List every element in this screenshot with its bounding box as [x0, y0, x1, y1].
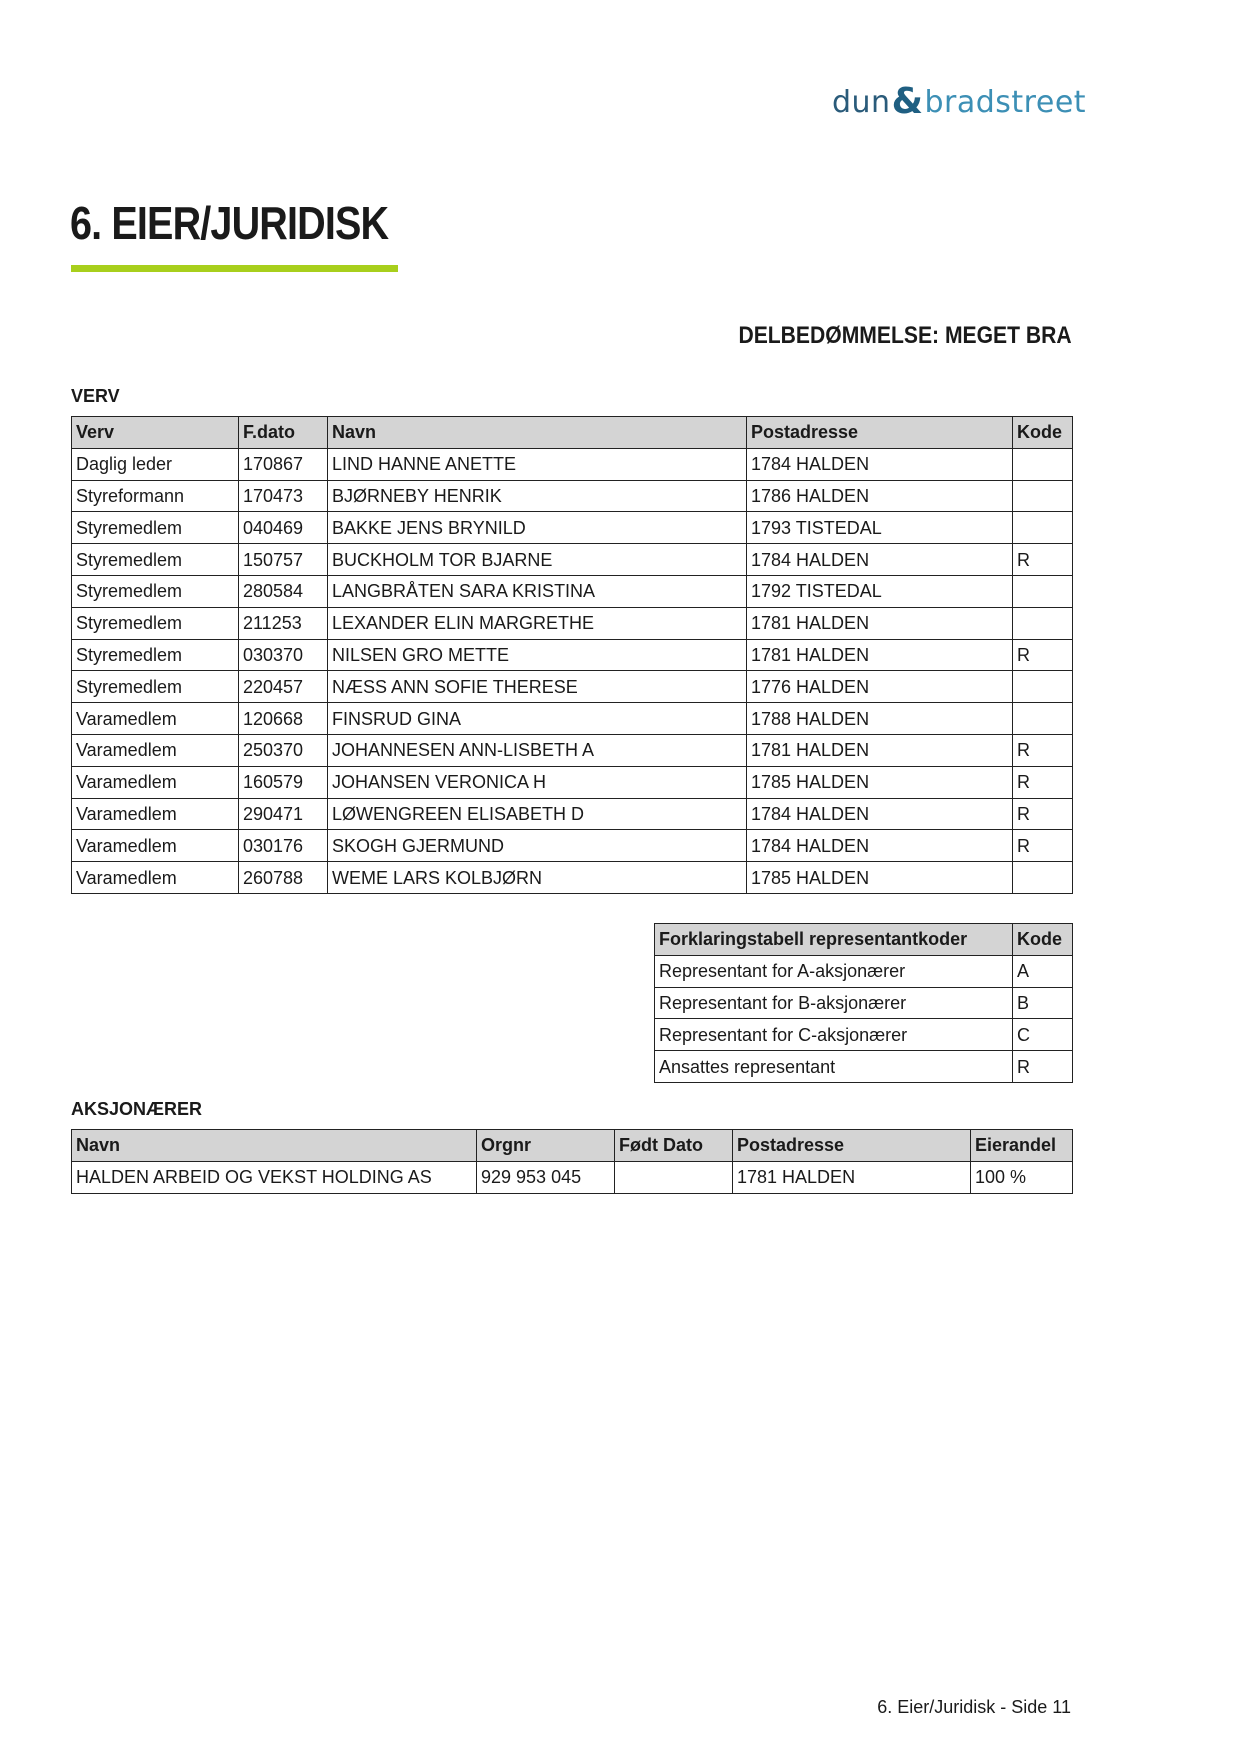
cell-verv: Styremedlem [72, 575, 239, 607]
cell-kode: R [1013, 1051, 1073, 1083]
table-row [72, 734, 1073, 766]
cell-fdato: 030370 [239, 639, 328, 671]
table-row [72, 1161, 1073, 1193]
cell-postadresse: 1784 HALDEN [747, 798, 1013, 830]
cell-verv: Styreformann [72, 480, 239, 512]
cell-fodt-dato [615, 1161, 733, 1193]
aksjonaerer-col-navn: Navn [72, 1130, 477, 1162]
cell-navn: BAKKE JENS BRYNILD [328, 512, 747, 544]
table-row [72, 671, 1073, 703]
cell-fdato: 120668 [239, 703, 328, 735]
cell-fdato: 170473 [239, 480, 328, 512]
cell-navn: WEME LARS KOLBJØRN [328, 862, 747, 894]
cell-fdato: 150757 [239, 544, 328, 576]
cell-navn: LEXANDER ELIN MARGRETHE [328, 607, 747, 639]
title-underline-bar [71, 265, 398, 272]
rating-heading: DELBEDØMMELSE: MEGET BRA [738, 322, 1072, 349]
cell-description: Representant for A-aksjonærer [655, 955, 1013, 987]
cell-verv: Styremedlem [72, 544, 239, 576]
cell-navn: JOHANSEN VERONICA H [328, 766, 747, 798]
cell-navn: LANGBRÅTEN SARA KRISTINA [328, 575, 747, 607]
verv-header-row [72, 417, 1073, 449]
table-row [72, 575, 1073, 607]
logo-ampersand: & [891, 80, 924, 122]
cell-fdato: 280584 [239, 575, 328, 607]
table-row [72, 798, 1073, 830]
cell-verv: Varamedlem [72, 766, 239, 798]
cell-verv: Styremedlem [72, 671, 239, 703]
verv-col-navn: Navn [328, 417, 747, 449]
cell-navn: LIND HANNE ANETTE [328, 448, 747, 480]
table-row [655, 955, 1073, 987]
cell-navn: HALDEN ARBEID OG VEKST HOLDING AS [72, 1161, 477, 1193]
cell-postadresse: 1781 HALDEN [747, 607, 1013, 639]
aksjonaerer-col-fodt-dato: Født Dato [615, 1130, 733, 1162]
cell-navn: NÆSS ANN SOFIE THERESE [328, 671, 747, 703]
cell-postadresse: 1781 HALDEN [747, 734, 1013, 766]
representative-codes-legend-table [654, 923, 1073, 1083]
cell-verv: Varamedlem [72, 862, 239, 894]
table-row [72, 862, 1073, 894]
cell-navn: LØWENGREEN ELISABETH D [328, 798, 747, 830]
cell-kode [1013, 607, 1073, 639]
aksjonaerer-col-eierandel: Eierandel [971, 1130, 1073, 1162]
cell-navn: FINSRUD GINA [328, 703, 747, 735]
aksjonaerer-section-label: AKSJONÆRER [71, 1099, 203, 1119]
page-title: 6. EIER/JURIDISK [70, 197, 389, 249]
cell-navn: SKOGH GJERMUND [328, 830, 747, 862]
cell-postadresse: 1784 HALDEN [747, 448, 1013, 480]
cell-verv: Varamedlem [72, 798, 239, 830]
table-row [72, 639, 1073, 671]
cell-fdato: 211253 [239, 607, 328, 639]
legend-col-kode: Kode [1013, 924, 1073, 956]
cell-navn: BJØRNEBY HENRIK [328, 480, 747, 512]
aksjonaerer-col-orgnr: Orgnr [477, 1130, 615, 1162]
table-row [655, 987, 1073, 1019]
cell-kode [1013, 703, 1073, 735]
cell-verv: Styremedlem [72, 512, 239, 544]
cell-fdato: 250370 [239, 734, 328, 766]
cell-kode: R [1013, 544, 1073, 576]
cell-kode: R [1013, 734, 1073, 766]
cell-fdato: 160579 [239, 766, 328, 798]
table-row [72, 830, 1073, 862]
aksjonaerer-table [71, 1129, 1073, 1194]
cell-fdato: 040469 [239, 512, 328, 544]
cell-postadresse: 1785 HALDEN [747, 766, 1013, 798]
cell-kode: R [1013, 766, 1073, 798]
cell-verv: Styremedlem [72, 639, 239, 671]
cell-postadresse: 1784 HALDEN [747, 830, 1013, 862]
table-row [72, 607, 1073, 639]
table-row [72, 703, 1073, 735]
legend-col-description: Forklaringstabell representantkoder [655, 924, 1013, 956]
cell-kode: R [1013, 639, 1073, 671]
cell-navn: NILSEN GRO METTE [328, 639, 747, 671]
cell-kode: C [1013, 1019, 1073, 1051]
cell-description: Ansattes representant [655, 1051, 1013, 1083]
cell-postadresse: 1793 TISTEDAL [747, 512, 1013, 544]
verv-col-verv: Verv [72, 417, 239, 449]
cell-verv: Varamedlem [72, 830, 239, 862]
cell-kode: R [1013, 798, 1073, 830]
table-row [72, 448, 1073, 480]
cell-postadresse: 1788 HALDEN [747, 703, 1013, 735]
legend-header-row [655, 924, 1073, 956]
cell-navn: BUCKHOLM TOR BJARNE [328, 544, 747, 576]
cell-eierandel: 100 % [971, 1161, 1073, 1193]
cell-kode [1013, 448, 1073, 480]
cell-description: Representant for B-aksjonærer [655, 987, 1013, 1019]
cell-postadresse: 1781 HALDEN [747, 639, 1013, 671]
table-row [72, 766, 1073, 798]
cell-description: Representant for C-aksjonærer [655, 1019, 1013, 1051]
cell-verv: Styremedlem [72, 607, 239, 639]
cell-verv: Varamedlem [72, 703, 239, 735]
verv-col-postadresse: Postadresse [747, 417, 1013, 449]
aksjonaerer-col-postadresse: Postadresse [733, 1130, 971, 1162]
cell-postadresse: 1786 HALDEN [747, 480, 1013, 512]
cell-postadresse: 1784 HALDEN [747, 544, 1013, 576]
verv-table [71, 416, 1073, 894]
table-row [72, 544, 1073, 576]
cell-kode [1013, 575, 1073, 607]
cell-kode [1013, 480, 1073, 512]
table-row [655, 1019, 1073, 1051]
dun-bradstreet-logo [832, 80, 1087, 122]
cell-postadresse: 1781 HALDEN [733, 1161, 971, 1193]
cell-kode: R [1013, 830, 1073, 862]
logo-text-bradstreet: bradstreet [924, 84, 1087, 120]
cell-kode: B [1013, 987, 1073, 1019]
table-row [655, 1051, 1073, 1083]
cell-kode [1013, 862, 1073, 894]
cell-verv: Varamedlem [72, 734, 239, 766]
verv-col-kode: Kode [1013, 417, 1073, 449]
aksjonaerer-header-row [72, 1130, 1073, 1162]
cell-fdato: 290471 [239, 798, 328, 830]
logo-text-dun: dun [832, 84, 891, 120]
table-row [72, 512, 1073, 544]
verv-section-label: VERV [71, 386, 120, 406]
cell-postadresse: 1785 HALDEN [747, 862, 1013, 894]
table-row [72, 480, 1073, 512]
page-footer: 6. Eier/Juridisk - Side 11 [877, 1697, 1071, 1717]
cell-kode [1013, 512, 1073, 544]
cell-fdato: 220457 [239, 671, 328, 703]
cell-fdato: 030176 [239, 830, 328, 862]
cell-navn: JOHANNESEN ANN-LISBETH A [328, 734, 747, 766]
cell-fdato: 170867 [239, 448, 328, 480]
cell-postadresse: 1792 TISTEDAL [747, 575, 1013, 607]
cell-kode [1013, 671, 1073, 703]
cell-postadresse: 1776 HALDEN [747, 671, 1013, 703]
cell-orgnr: 929 953 045 [477, 1161, 615, 1193]
verv-col-fdato: F.dato [239, 417, 328, 449]
cell-verv: Daglig leder [72, 448, 239, 480]
cell-kode: A [1013, 955, 1073, 987]
cell-fdato: 260788 [239, 862, 328, 894]
